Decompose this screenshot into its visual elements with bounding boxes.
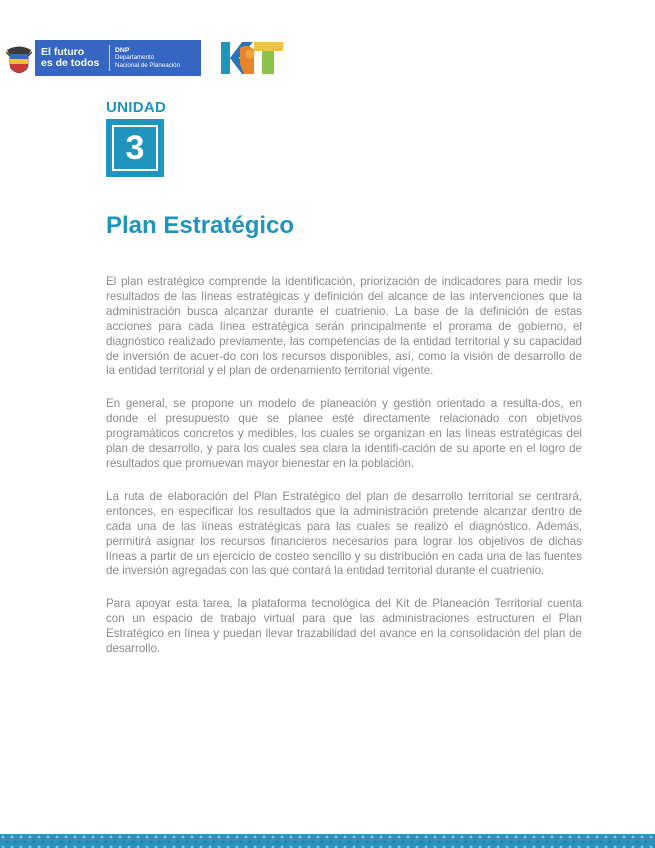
unit-number-badge: [106, 119, 164, 177]
paragraph: El plan estratégico comprende la identificación, priorización de indicadores para medir los resultados de las líneas estratégicas y definición del alcance de las intervenciones que la administración busca alcanzar durante el cuatrienio. La base de la definición de estas acciones para cada línea estratégica serán principalmente el prorama de gobierno, el diagnóstico realizado previamente, las competencias de la entidad territorial y su capacidad de inversión de acuer-do con los recursos disponibles, así, como la visión de desarrollo de la entidad territorial y el plan de ordenamiento territorial vigente.: [106, 275, 582, 378]
body-text: [106, 275, 582, 675]
dnp-logo-text: [115, 47, 180, 69]
page-title: Plan Estratégico: [106, 212, 295, 239]
paragraph: La ruta de elaboración del Plan Estratégico del plan de desarrollo territorial se centrará, entonces, en especificar los resultados que la administración pretende alcanzar dentro de cada una de las líneas estratégicas para las cuales se realizó el diagnóstico. Además, permitirá asignar los recursos financieros necesarios para lograr los objetivos de dichas líneas a partir de un ejercicio de costeo sencillo y su distribución en cada una de las fuentes de inversión agregadas con las que contará la entidad territorial durante el cuatrienio.: [106, 489, 582, 578]
paragraph: En general, se propone un modelo de planeación y gestión orientado a resulta-dos, en donde el presupuesto que se planee esté directamente relacionado con objetivos programáticos concretos y medibles, los cuales se organizan en las líneas estratégicas del plan de desarrollo, y para los cuales sea clara la identifi-cación de su aporte en el logro de resultados que promuevan mayor bienestar en la población.: [106, 397, 582, 470]
dnp-line2: Nacional de Planeación: [115, 61, 181, 69]
unit-label: UNIDAD: [106, 99, 167, 116]
dnp-abbr: DNP: [115, 47, 130, 55]
footer-pattern-band: [0, 834, 655, 848]
paragraph: Para apoyar esta tarea, la plataforma tecnológica del Kit de Planeación Territorial cuenta con un espacio de trabajo virtual para que las administraciones estructuren el Plan Estratégico en línea y puedan llevar trazabilidad del avance en la consolidación del plan de desarrollo.: [106, 597, 582, 656]
kit-logo-icon: [220, 40, 284, 76]
unit-number-frame: [112, 125, 158, 171]
gov-slogan: El futuro es de todos: [41, 46, 100, 69]
unit-number: 3: [125, 129, 145, 167]
government-banner: [35, 40, 201, 76]
dnp-line1: Departamento: [115, 54, 155, 62]
colombia-shield-icon: [6, 44, 32, 74]
banner-divider: [109, 45, 110, 71]
